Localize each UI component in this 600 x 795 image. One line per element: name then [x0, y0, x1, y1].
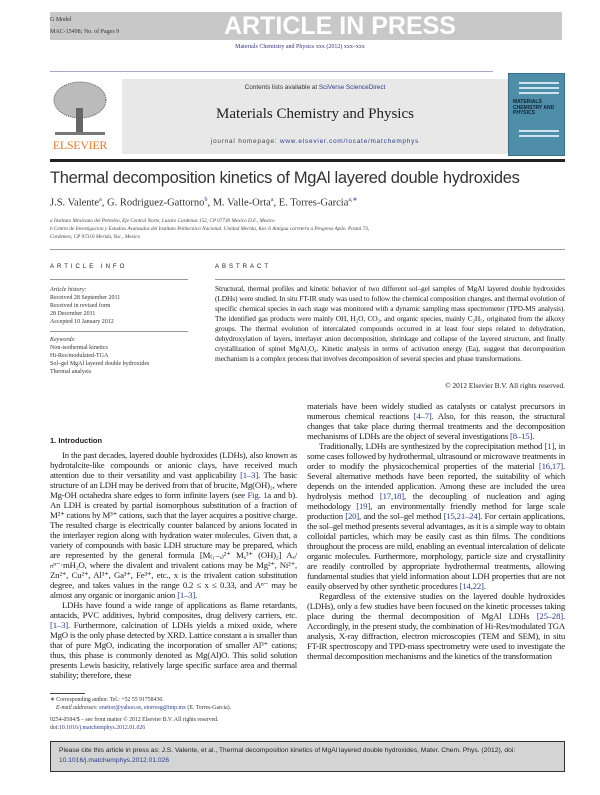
history-label: Article history:: [50, 287, 87, 293]
email-links[interactable]: enetior@yahoo.es, etorresg@imp.mx: [99, 705, 186, 711]
article-in-press-banner: [50, 12, 562, 40]
email-suffix: (E. Torres-Garcia).: [185, 705, 232, 711]
article-info-heading: ARTICLE INFO: [50, 264, 128, 270]
history-item: Received in revised form: [50, 303, 111, 309]
author: G. Rodriguez-Gattorno: [107, 197, 205, 209]
reference-link[interactable]: [1–3]: [177, 590, 196, 600]
text-run: , in some cases followed by hydrothermal, ultrasound or microwave treatments in order to modify the physicochemical properties of the material: [307, 441, 565, 471]
abstract-heading: ABSTRACT: [215, 264, 272, 270]
reference-link[interactable]: [17,18]: [379, 491, 405, 501]
homepage-label: journal homepage:: [210, 138, 280, 145]
text-run: . Furthermore, calcination of LDHs yields a mixed oxide, where MgO is the only phase detected by XRD. Lattice constant a is smaller than that of pure MgO, indicating the incorporation of smaller Al³⁺ cations; thus, this phase is commonly denoted as Mg(Al)O. This solid solution presents Lewis basicity, relatively large specific surface area and thermal stability; therefore, these: [50, 620, 297, 680]
reference-link[interactable]: [25–28]: [536, 611, 563, 621]
divider: [50, 249, 565, 250]
doi-block: [50, 716, 219, 732]
reference-link[interactable]: [8–15]: [510, 431, 533, 441]
journal-header: [122, 79, 508, 154]
reference-link[interactable]: [19]: [356, 501, 371, 511]
cover-title: MATERIALS CHEMISTRY AND PHYSICS: [513, 99, 555, 116]
paragraph: [307, 591, 565, 661]
article-title: Thermal decomposition kinetics of MgAl layered double hydroxides: [50, 169, 520, 187]
issn-line: 0254-0584/$ – see front matter © 2012 Elsevier B.V. All rights reserved.: [50, 717, 219, 723]
affiliation: a Instituto Mexicano del Petroleo, Eje Central Norte, Lazaro Cardenas 152, CP 07730 Mexico D.F., Mexico: [50, 218, 275, 224]
footnote-rule: [50, 693, 85, 694]
text-run: In the past decades, layered double hydroxides (LDHs), also known as hydrotalcite-like compounds or anionic clays, have received much attention due to their versatility and vast applicability: [50, 450, 297, 480]
doi-label: doi:: [50, 725, 60, 731]
journal-line[interactable]: Materials Chemistry and Physics xxx (2012) xxx–xxx: [235, 44, 365, 50]
author-list: J.S. Valente$^a$, G. Rodriguez-Gattorno$^b$, M. Valle-Orta$^a$, E. Torres-Garcia$^{a,∗}$: [50, 197, 358, 209]
keyword: Sol–gel MgAl layered double hydroxides: [50, 361, 150, 367]
corresponding-author: ∗ Corresponding author. Tel.: +52 55 91758430.: [50, 697, 164, 703]
paragraph: [50, 450, 297, 600]
text-run: Regardless of the extensive studies on the layered double hydroxides (LDHs), only a few studies have been focused on the kinetic processes taking place during the thermal decomposition of MgAl LDHs: [307, 591, 565, 621]
paragraph: [307, 441, 565, 591]
keyword: Hi-Res/modulated-TGA: [50, 353, 109, 359]
left-column: [50, 450, 297, 680]
text-run: . For certain applications, the sol–gel method presents several advantages, as it is a simple way to obtain colloidal particles, which may be easily cast as thin films. The conditions throughout the process are mild, enabling an eventual intercalation of delicate organic molecules. Furthermore, morphology, particle size and crystallinity are readily controlled by appropriate hydrothermal treatments, allowing fundamental studies that yield information about LDH properties that are not easily observed by other synthetic procedures: [307, 511, 565, 591]
reference-link[interactable]: [4–7]: [413, 411, 432, 421]
email-label: E-mail addresses:: [56, 705, 100, 711]
manuscript-id: MAC-15498; No. of Pages 9: [50, 29, 120, 35]
contents-label: Contents lists available at: [244, 84, 319, 91]
text-run: a and b). An LDH is created by partial isomorphous substitution of a fraction of M²⁺ cations by M³⁺ cations, such that the layer acquires a positive charge. The resulted charge is electrically counter balanced by anions located in the interlayer region along with hydration water molecules. Given that, a variety of compounds with basic LDH structure may be prepared, which are represented by the general formula [M₍₁₋ₓ₎²⁺ Mₓ³⁺ (OH)₂] Aₓ/ₙⁿ⁻·mH₂O, where the divalent and trivalent cations may be Mg²⁺, Ni²⁺, Zn²⁺, Cu²⁺, Al³⁺, Ga³⁺, Fe³⁺, etc., x is the trivalent cation substitution degree, and takes values in the range 0.2 ≤ x ≤ 0.33, and Aⁿ⁻ may be almost any organic or inorganic anion: [50, 490, 297, 600]
text-run: . Several alternative methods have been reported, the suitability of which depends on the intended application. Among these are included the urea hydrolysis method: [307, 461, 565, 501]
author: J.S. Valente: [50, 197, 100, 209]
author: M. Valle-Orta: [212, 197, 271, 209]
abstract-text: Structural, thermal profiles and kinetic behavior of two different sol–gel samples of MgAl layered double hydroxides (LDHs) were studied. In situ FT-IR study was used to follow the chemical composition changes, and thermal evolution of specific chemical species in each stage was monitored with a dynamic sampling mass spectrometer (TPD-MS analysis). The identified gas products were mainly OH, H₂O, CO₂, and organic species, mainly C₂H₅, originated from the alkoxy groups. The thermal evolution of intercalated compounds occurred in at least four steps related to dehydration, dehydroxylation of layers, interlayer anion decomposition, shrinkage and collapse of the layered structure, and finally crystallization of spinel MgAl₂O₄. Kinetic analysis in terms of activation energy (Ea), suggest that decomposition mechanism is a complex process that involves decomposition of several species and phase transformations.: [215, 284, 565, 363]
elsevier-logo[interactable]: [50, 80, 110, 155]
reference-link[interactable]: [1–3]: [50, 620, 68, 630]
homepage-link[interactable]: www.elsevier.com/locate/matchemphys: [279, 138, 420, 145]
publisher-wordmark: ELSEVIER: [52, 138, 108, 152]
keywords-label: Keywords:: [50, 337, 76, 343]
affiliation-mark[interactable]: b: [204, 197, 208, 203]
keyword: Thermal analysis: [50, 369, 92, 375]
reference-link[interactable]: [16,17]: [538, 461, 563, 471]
citation-box: [50, 741, 565, 772]
reference-link[interactable]: [15,21–24]: [443, 511, 481, 521]
text-run: materials have been widely studied as catalysts or catalyst precursors in numerous chemical reactions: [307, 401, 565, 421]
reference-link[interactable]: [1]: [544, 441, 555, 451]
reference-link[interactable]: [14,22]: [459, 581, 484, 591]
journal-cover[interactable]: [508, 73, 565, 156]
sciencedirect-link[interactable]: SciVerse ScienceDirect: [318, 84, 386, 91]
divider: [50, 159, 565, 162]
history-item: 28 December 2011: [50, 311, 96, 317]
text-run: .: [532, 431, 535, 441]
text-run: . Also, for this reason, the structural changes that take place during thermal treatments and the decomposition mechanisms of LDHs are the object of several investigations: [307, 411, 565, 441]
keyword: Non-isothermal kinetics: [50, 345, 108, 351]
right-column: [307, 401, 565, 661]
journal-title: Materials Chemistry and Physics: [216, 106, 414, 122]
history-item: Accepted 10 January 2012: [50, 319, 114, 325]
copyright: © 2012 Elsevier B.V. All rights reserved.: [445, 381, 565, 390]
section-heading-introduction: 1. Introduction: [50, 436, 103, 445]
banner-text: ARTICLE IN PRESS: [224, 12, 456, 40]
reference-link[interactable]: [1–3]: [240, 470, 259, 480]
paragraph: [307, 401, 565, 441]
author: E. Torres-Garcia: [278, 197, 349, 209]
affiliation: b Centro de Investigacion y Estudios Avanzados del Instituto Politecnico Nacional. Unidad Merida, Km. 6 Antigua carretera a Progreso Apdo. Postal 73,: [50, 226, 370, 232]
text-run: . Accordingly, in the present study, the combination of Hi-Res/modulated TGA analysis, X-ray diffraction, electron microscopies (TEM and SEM), in situ FT-IR spectroscopy and TPD-mass spectrometry were used to investigate the thermal decomposition mechanisms and the kinetics of the transformation: [307, 611, 565, 661]
footnote: [50, 696, 231, 712]
divider: [50, 71, 493, 72]
text-run: LDHs have found a wide range of applications as flame retardants, antacids, PVC additives, hybrid composites, drug delivery carriers, etc.: [50, 600, 297, 620]
text-run: , the decoupling of nucleation and aging methodology: [307, 491, 565, 511]
reference-link[interactable]: Fig. 1: [247, 490, 268, 500]
text-run: , an environmentally friendly method for large scale production: [307, 501, 566, 521]
history-item: Received 28 September 2011: [50, 295, 121, 301]
text-run: , and the sol–gel method: [359, 511, 444, 521]
affiliation-mark[interactable]: a: [270, 197, 274, 203]
doi-link[interactable]: 10.1016/j.matchemphys.2012.01.026: [59, 725, 146, 731]
text-run: .: [483, 581, 486, 591]
citation-text: Please cite this article in press as: J.S. Valente, et al., Thermal decomposition kinetics of MgAl layered double hydroxides, Mater. Chem. Phys. (2012), doi:: [59, 747, 516, 754]
paragraph: [50, 600, 297, 680]
article-info: [50, 286, 188, 376]
affiliation-mark[interactable]: a,∗: [348, 197, 358, 203]
text-run: Traditionally, LDHs are synthesized by the coprecipitation method: [319, 441, 545, 451]
affiliation: Cordemex, CP 97310 Merida, Yuc., Mexico: [50, 234, 141, 240]
reference-link[interactable]: [20]: [345, 511, 360, 521]
elsevier-tree-icon: [51, 80, 109, 138]
text-run: .: [195, 590, 198, 600]
model-label: G Model: [50, 17, 72, 23]
text-run: . The basic structure of an LDH may be derived from that of brucite, Mg(OH)₂, where Mg-OH octahedra share edges to form infinite layers (see: [50, 470, 297, 500]
citation-doi-link[interactable]: 10.1016/j.matchemphys.2012.01.026: [59, 756, 170, 764]
affiliation-mark[interactable]: a: [99, 197, 102, 203]
